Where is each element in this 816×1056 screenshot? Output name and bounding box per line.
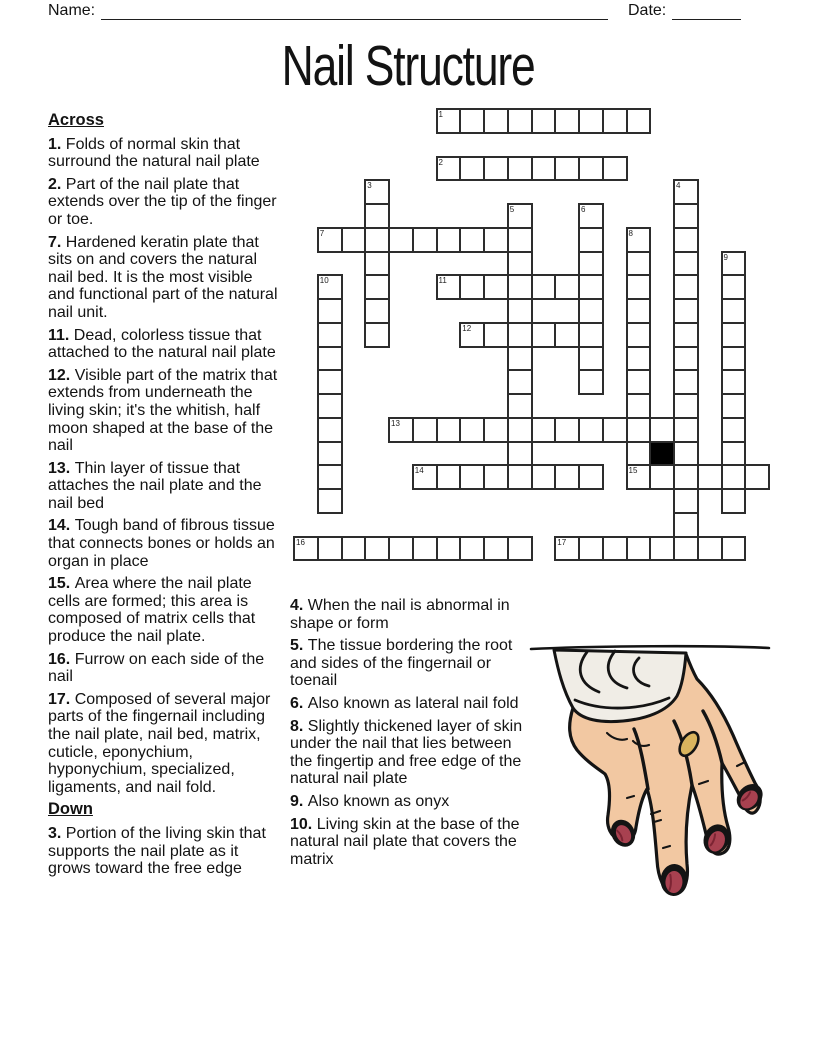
grid-cell-number: 1 — [438, 110, 443, 119]
grid-cell-r7-c10[interactable] — [531, 274, 557, 300]
grid-cell-r9-c7[interactable] — [459, 322, 485, 348]
grid-cell-r12-c18[interactable] — [721, 393, 747, 419]
grid-cell-number: 13 — [391, 418, 400, 428]
grid-cell-r5-c9[interactable] — [507, 227, 533, 253]
grid-cell-r14-c1[interactable] — [317, 441, 343, 467]
grid-cell-r12-c14[interactable] — [626, 393, 652, 419]
page-title: Nail Structure — [281, 34, 535, 98]
clue-column-middle — [290, 597, 526, 873]
grid-cell-r6-c3[interactable] — [364, 251, 390, 277]
grid-cell-r6-c9[interactable] — [507, 251, 533, 277]
grid-cell-r7-c1[interactable] — [317, 274, 343, 300]
grid-cell-r5-c16[interactable] — [673, 227, 699, 253]
grid-cell-r15-c16[interactable] — [673, 464, 699, 490]
grid-cell-r13-c12[interactable] — [578, 417, 604, 443]
grid-cell-r5-c2[interactable] — [341, 227, 367, 253]
clue-number: 4. — [290, 597, 304, 614]
clue-across-16: 16. Furrow on each side of the nail — [48, 650, 265, 686]
grid-cell-r0-c12[interactable] — [578, 108, 604, 134]
clue-across-2: 2. Part of the nail plate that extends over the tip of the finger or toe. — [48, 175, 277, 228]
grid-cell-r0-c9[interactable] — [507, 108, 533, 134]
grid-cell-r7-c7[interactable] — [459, 274, 485, 300]
grid-cell-r4-c16[interactable] — [673, 203, 699, 229]
clue-across-11: 11. Dead, colorless tissue that attached to the natural nail plate — [48, 326, 276, 362]
grid-cell-r15-c14[interactable] — [626, 464, 652, 490]
grid-cell-r18-c6[interactable] — [436, 536, 462, 562]
grid-cell-r16-c16[interactable] — [673, 488, 699, 514]
clue-column-left — [48, 111, 279, 883]
grid-cell-r2-c11[interactable] — [554, 156, 580, 182]
grid-cell-r18-c7[interactable] — [459, 536, 485, 562]
grid-cell-number: 9 — [723, 252, 728, 262]
grid-cell-r13-c11[interactable] — [554, 417, 580, 443]
grid-cell-r14-c14[interactable] — [626, 441, 652, 467]
grid-cell-r5-c4[interactable] — [388, 227, 414, 253]
grid-cell-number: 11 — [438, 276, 447, 286]
clue-number: 5. — [290, 637, 304, 655]
grid-cell-r18-c4[interactable] — [388, 536, 414, 562]
grid-cell-r7-c3[interactable] — [364, 274, 390, 300]
grid-cell-number: 12 — [462, 323, 472, 333]
clue-across-13: 13. Thin layer of tissue that attaches the nail plate and the nail bed — [48, 459, 262, 512]
name-label: Name: — [48, 2, 96, 19]
grid-cell-r13-c4[interactable] — [388, 417, 414, 443]
grid-cell-r0-c13[interactable] — [602, 108, 628, 134]
grid-cell-r13-c13[interactable] — [602, 417, 628, 443]
grid-cell-r2-c6[interactable] — [436, 156, 462, 182]
clue-across-14: 14. Tough band of fibrous tissue that connects bones or holds an organ in place — [48, 517, 275, 570]
grid-cell-r3-c3[interactable] — [364, 179, 390, 205]
grid-cell-r7-c9[interactable] — [507, 274, 533, 300]
across-clue-list — [48, 136, 279, 797]
grid-cell-r5-c5[interactable] — [412, 227, 438, 253]
grid-cell-r10-c1[interactable] — [317, 346, 343, 372]
clue-across-1: 1. Folds of normal skin that surround the natural nail plate — [48, 135, 260, 171]
grid-cell-r9-c10[interactable] — [531, 322, 557, 348]
grid-cell-r0-c6[interactable] — [436, 108, 462, 134]
grid-cell-r10-c18[interactable] — [721, 346, 747, 372]
clue-down-10: 10. Living skin at the base of the natural nail plate that covers the matrix — [290, 815, 520, 868]
grid-cell-r5-c6[interactable] — [436, 227, 462, 253]
grid-cell-r5-c8[interactable] — [483, 227, 509, 253]
grid-cell-r7-c12[interactable] — [578, 274, 604, 300]
grid-cell-number: 2 — [438, 157, 443, 167]
grid-cell-r18-c16[interactable] — [673, 536, 699, 562]
grid-cell-r13-c5[interactable] — [412, 417, 438, 443]
grid-cell-r7-c14[interactable] — [626, 274, 652, 300]
grid-cell-r14-c16[interactable] — [673, 441, 699, 467]
grid-cell-r8-c18[interactable] — [721, 298, 747, 324]
grid-cell-r0-c11[interactable] — [554, 108, 580, 134]
clue-number: 15. — [48, 575, 71, 593]
grid-cell-r13-c18[interactable] — [721, 417, 747, 443]
grid-cell-r18-c15[interactable] — [649, 536, 675, 562]
clue-down-4: 4. When the nail is abnormal in shape or form — [290, 597, 510, 632]
grid-cell-r11-c18[interactable] — [721, 369, 747, 395]
grid-cell-r10-c16[interactable] — [673, 346, 699, 372]
grid-cell-r13-c1[interactable] — [317, 417, 343, 443]
grid-cell-r13-c6[interactable] — [436, 417, 462, 443]
grid-cell-r5-c14[interactable] — [626, 227, 652, 253]
grid-cell-r11-c16[interactable] — [673, 369, 699, 395]
grid-cell-r9-c3[interactable] — [364, 322, 390, 348]
grid-cell-r10-c12[interactable] — [578, 346, 604, 372]
grid-cell-r6-c12[interactable] — [578, 251, 604, 277]
name-fill-line[interactable] — [101, 19, 608, 20]
grid-cell-r2-c8[interactable] — [483, 156, 509, 182]
grid-cell-number: 17 — [557, 537, 567, 547]
clue-across-17: 17. Composed of several major parts of the fingernail including the nail plate, nail bed, matrix, cuticle, eponychium, hyponychium, specialized, ligaments, and nail fold. — [48, 690, 271, 796]
grid-cell-r12-c16[interactable] — [673, 393, 699, 419]
grid-cell-r13-c15[interactable] — [649, 417, 675, 443]
grid-cell-r0-c7[interactable] — [459, 108, 485, 134]
grid-cell-r11-c12[interactable] — [578, 369, 604, 395]
grid-cell-r6-c14[interactable] — [626, 251, 652, 277]
date-fill-line[interactable] — [672, 19, 741, 20]
grid-cell-r8-c12[interactable] — [578, 298, 604, 324]
grid-cell-r13-c8[interactable] — [483, 417, 509, 443]
grid-cell-r16-c18[interactable] — [721, 488, 747, 514]
grid-cell-r15-c18[interactable] — [721, 464, 747, 490]
clue-number: 9. — [290, 792, 304, 810]
grid-cell-r8-c14[interactable] — [626, 298, 652, 324]
grid-cell-r4-c9[interactable] — [507, 203, 533, 229]
grid-cell-r18-c11[interactable] — [554, 536, 580, 562]
grid-cell-r9-c1[interactable] — [317, 322, 343, 348]
grid-cell-number: 10 — [319, 276, 329, 286]
grid-cell-r7-c16[interactable] — [673, 274, 699, 300]
clue-number: 17. — [48, 690, 71, 708]
grid-cell-r18-c5[interactable] — [412, 536, 438, 562]
grid-cell-r18-c14[interactable] — [626, 536, 652, 562]
grid-cell-r8-c9[interactable] — [507, 298, 533, 324]
clue-down-3: 3. Portion of the living skin that supports the nail plate as it grows toward the free edge — [48, 824, 266, 878]
clue-down-5: 5. The tissue bordering the root and sides of the fingernail or toenail — [290, 637, 513, 690]
grid-cell-r2-c10[interactable] — [531, 156, 557, 182]
clue-number: 14. — [48, 517, 71, 535]
grid-cell-r9-c14[interactable] — [626, 322, 652, 348]
grid-cell-number: 8 — [628, 228, 633, 238]
grid-cell-r16-c1[interactable] — [317, 488, 343, 514]
grid-cell-r18-c9[interactable] — [507, 536, 533, 562]
grid-cell-r0-c10[interactable] — [531, 108, 557, 134]
grid-cell-r8-c1[interactable] — [317, 298, 343, 324]
grid-cell-r18-c8[interactable] — [483, 536, 509, 562]
grid-cell-r6-c18[interactable] — [721, 251, 747, 277]
grid-cell-r5-c7[interactable] — [459, 227, 485, 253]
clue-number: 1. — [48, 135, 62, 153]
down-clue-list-left — [48, 825, 279, 878]
hand-illustration — [523, 638, 813, 913]
grid-cell-r18-c0[interactable] — [293, 536, 319, 562]
grid-cell-r4-c3[interactable] — [364, 203, 390, 229]
grid-cell-r6-c16[interactable] — [673, 251, 699, 277]
grid-cell-r15-c6[interactable] — [436, 464, 462, 490]
grid-cell-r0-c14[interactable] — [626, 108, 652, 134]
clue-number: 6. — [290, 694, 304, 712]
grid-cell-r15-c5[interactable] — [412, 464, 438, 490]
grid-cell-r13-c16[interactable] — [673, 417, 699, 443]
grid-cell-r15-c8[interactable] — [483, 464, 509, 490]
grid-cell-r18-c17[interactable] — [697, 536, 723, 562]
crossword-grid — [293, 108, 770, 561]
grid-cell-r5-c3[interactable] — [364, 227, 390, 253]
grid-cell-r18-c3[interactable] — [364, 536, 390, 562]
grid-cell-r10-c9[interactable] — [507, 346, 533, 372]
grid-cell-r14-c9[interactable] — [507, 441, 533, 467]
grid-cell-r15-c11[interactable] — [554, 464, 580, 490]
grid-cell-r18-c13[interactable] — [602, 536, 628, 562]
clue-number: 12. — [48, 366, 71, 384]
down-header: Down — [48, 800, 93, 819]
grid-cell-r7-c6[interactable] — [436, 274, 462, 300]
grid-cell-r15-c10[interactable] — [531, 464, 557, 490]
grid-cell-r18-c1[interactable] — [317, 536, 343, 562]
grid-cell-number: 5 — [509, 205, 515, 214]
clue-across-12: 12. Visible part of the matrix that extends from underneath the living skin; it's the whitish, half moon shaped at the base of the nail — [48, 366, 278, 455]
across-header: Across — [48, 111, 104, 129]
grid-blocked-cell — [649, 441, 675, 467]
grid-cell-r7-c18[interactable] — [721, 274, 747, 300]
grid-cell-number: 15 — [628, 466, 638, 476]
clue-down-6: 6. Also known as lateral nail fold — [290, 694, 519, 712]
grid-cell-r11-c14[interactable] — [626, 369, 652, 395]
grid-cell-r8-c3[interactable] — [364, 298, 390, 324]
grid-cell-r10-c14[interactable] — [626, 346, 652, 372]
grid-cell-r15-c1[interactable] — [317, 464, 343, 490]
grid-cell-r7-c11[interactable] — [554, 274, 580, 300]
clue-number: 13. — [48, 459, 71, 477]
grid-cell-r15-c17[interactable] — [697, 464, 723, 490]
grid-cell-r2-c13[interactable] — [602, 156, 628, 182]
grid-cell-number: 14 — [414, 466, 424, 476]
clue-number: 8. — [290, 717, 304, 735]
grid-cell-r15-c9[interactable] — [507, 464, 533, 490]
grid-cell-r14-c18[interactable] — [721, 441, 747, 467]
grid-cell-r15-c15[interactable] — [649, 464, 675, 490]
grid-cell-number: 6 — [581, 205, 586, 214]
grid-cell-r8-c16[interactable] — [673, 298, 699, 324]
grid-cell-r3-c16[interactable] — [673, 179, 699, 205]
clue-number: 11. — [48, 326, 70, 344]
grid-cell-number: 3 — [367, 181, 372, 191]
clue-number: 2. — [48, 175, 62, 193]
grid-cell-r9-c11[interactable] — [554, 322, 580, 348]
grid-cell-r15-c12[interactable] — [578, 464, 604, 490]
grid-cell-r11-c9[interactable] — [507, 369, 533, 395]
clue-number: 7. — [48, 233, 62, 251]
grid-cell-r15-c19[interactable] — [744, 464, 770, 490]
down-clue-list-right — [290, 597, 526, 868]
grid-cell-r9-c18[interactable] — [721, 322, 747, 348]
grid-cell-r2-c9[interactable] — [507, 156, 533, 182]
grid-cell-number: 4 — [676, 181, 681, 191]
grid-cell-r18-c12[interactable] — [578, 536, 604, 562]
clue-number: 16. — [48, 650, 71, 668]
grid-cell-r17-c16[interactable] — [673, 512, 699, 538]
clue-down-8: 8. Slightly thickened layer of skin under the nail that lies between the fingertip and free edge of the natural nail plate — [290, 717, 523, 788]
grid-cell-r5-c1[interactable] — [317, 227, 343, 253]
grid-cell-r0-c8[interactable] — [483, 108, 509, 134]
grid-cell-r9-c8[interactable] — [483, 322, 509, 348]
grid-cell-r13-c14[interactable] — [626, 417, 652, 443]
grid-cell-r18-c18[interactable] — [721, 536, 747, 562]
grid-cell-r13-c7[interactable] — [459, 417, 485, 443]
grid-cell-r11-c1[interactable] — [317, 369, 343, 395]
grid-cell-r12-c9[interactable] — [507, 393, 533, 419]
grid-cell-r5-c12[interactable] — [578, 227, 604, 253]
grid-cell-r4-c12[interactable] — [578, 203, 604, 229]
horizontal-rule-line — [531, 646, 769, 649]
date-label: Date: — [628, 2, 667, 19]
clue-across-7: 7. Hardened keratin plate that sits on and covers the natural nail bed. It is the most visible and functional part of the natural nail unit. — [48, 233, 278, 321]
grid-cell-r9-c9[interactable] — [507, 322, 533, 348]
grid-cell-r18-c2[interactable] — [341, 536, 367, 562]
grid-cell-r13-c10[interactable] — [531, 417, 557, 443]
grid-cell-r2-c7[interactable] — [459, 156, 485, 182]
clue-number: 10. — [290, 815, 313, 833]
grid-cell-r12-c1[interactable] — [317, 393, 343, 419]
clue-number: 3. — [48, 824, 62, 842]
clue-down-9: 9. Also known as onyx — [290, 792, 450, 810]
grid-cell-r9-c12[interactable] — [578, 322, 604, 348]
grid-cell-r15-c7[interactable] — [459, 464, 485, 490]
grid-cell-number: 16 — [296, 537, 305, 547]
grid-cell-r7-c8[interactable] — [483, 274, 509, 300]
grid-cell-r9-c16[interactable] — [673, 322, 699, 348]
grid-cell-r2-c12[interactable] — [578, 156, 604, 182]
grid-cell-number: 7 — [319, 228, 325, 238]
grid-cell-r13-c9[interactable] — [507, 417, 533, 443]
clue-across-15: 15. Area where the nail plate cells are formed; this area is composed of matrix cells that produce the nail plate. — [48, 575, 256, 646]
